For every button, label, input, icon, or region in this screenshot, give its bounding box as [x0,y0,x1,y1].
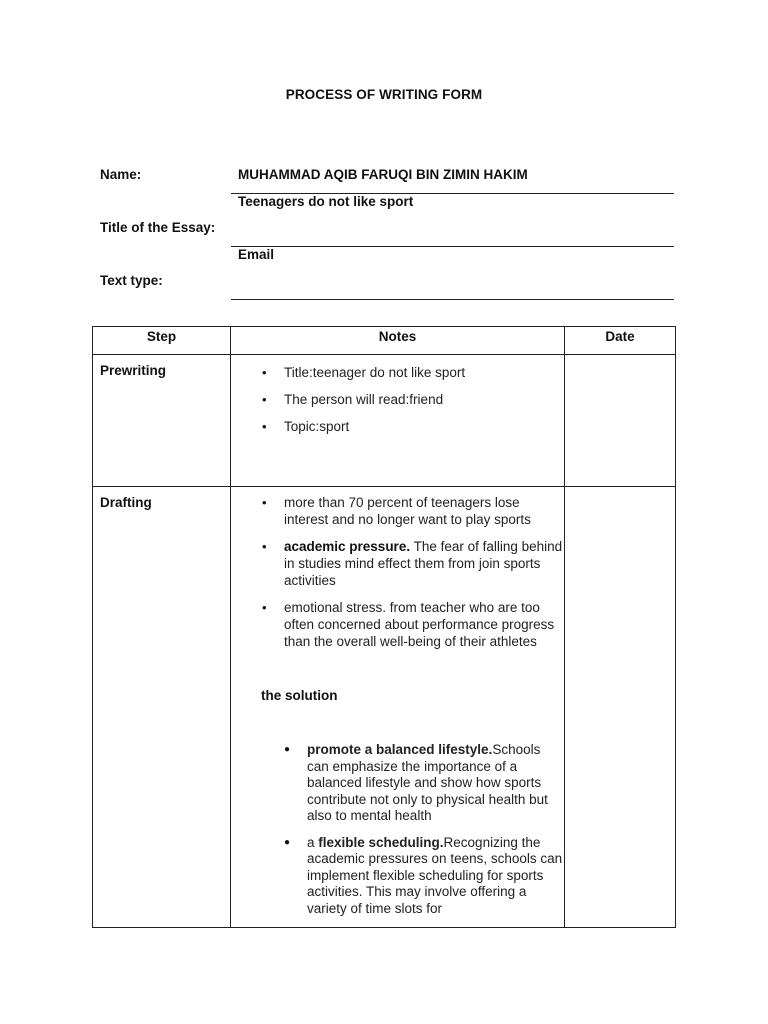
list-item [284,538,564,589]
text-type-value: Email [238,247,275,262]
essay-title-label: Title of the Essay: [100,220,216,235]
header-step: Step [93,327,231,355]
name-value: MUHAMMAD AQIB FARUQI BIN ZIMIN HAKIM [238,167,528,182]
list-item [307,835,564,918]
date-prewriting [565,355,676,487]
list-item: • more than 70 percent of teenagers lose interest and no longer want to play sports [284,494,564,528]
table-row-prewriting [93,355,676,487]
list-item: • emotional stress. from teacher who are too often concerned about performance progress than the overall well-being of their athletes [284,599,564,650]
solution2-text: Recognizing the academic pressures on teens, schools can implement flexible scheduling for sports activities. This may involve offering a variety of time slots for [307,834,563,916]
solution1-text: Schools can emphasize the importance of a balanced lifestyle and show how sports contribute not only to physical health but also to mental health [307,742,548,823]
academic-pressure-bold: academic pressure. [284,539,411,554]
solution2-bold: flexible scheduling. [318,834,444,850]
process-table [92,326,676,928]
list-item [307,742,564,825]
header-date: Date [565,327,676,355]
step-prewriting: Prewriting [93,355,231,487]
text-type-label: Text type: [100,273,163,288]
notes-drafting [231,487,565,928]
table-row-drafting [93,487,676,928]
form-title: PROCESS OF WRITING FORM [285,87,483,102]
date-drafting [565,487,676,928]
essay-title-underline [231,246,674,247]
notes-prewriting [231,355,565,487]
essay-title-value: Teenagers do not like sport [238,194,414,209]
solution1-bold: promote a balanced lifestyle. [307,742,493,757]
list-item: • Topic:sport [284,418,564,435]
solution-heading: the solution [261,688,338,703]
list-item: • The person will read:friend [284,391,564,408]
solution2-prefix: a [307,834,319,850]
header-notes: Notes [231,327,565,355]
step-drafting: Drafting [93,487,231,928]
name-label: Name: [100,167,142,182]
table-header-row [93,327,676,355]
academic-pressure-text: The fear of falling behind in studies mind effect them from join sports activities [284,539,563,588]
list-item: • Title:teenager do not like sport [284,364,564,381]
text-type-underline [231,299,674,300]
